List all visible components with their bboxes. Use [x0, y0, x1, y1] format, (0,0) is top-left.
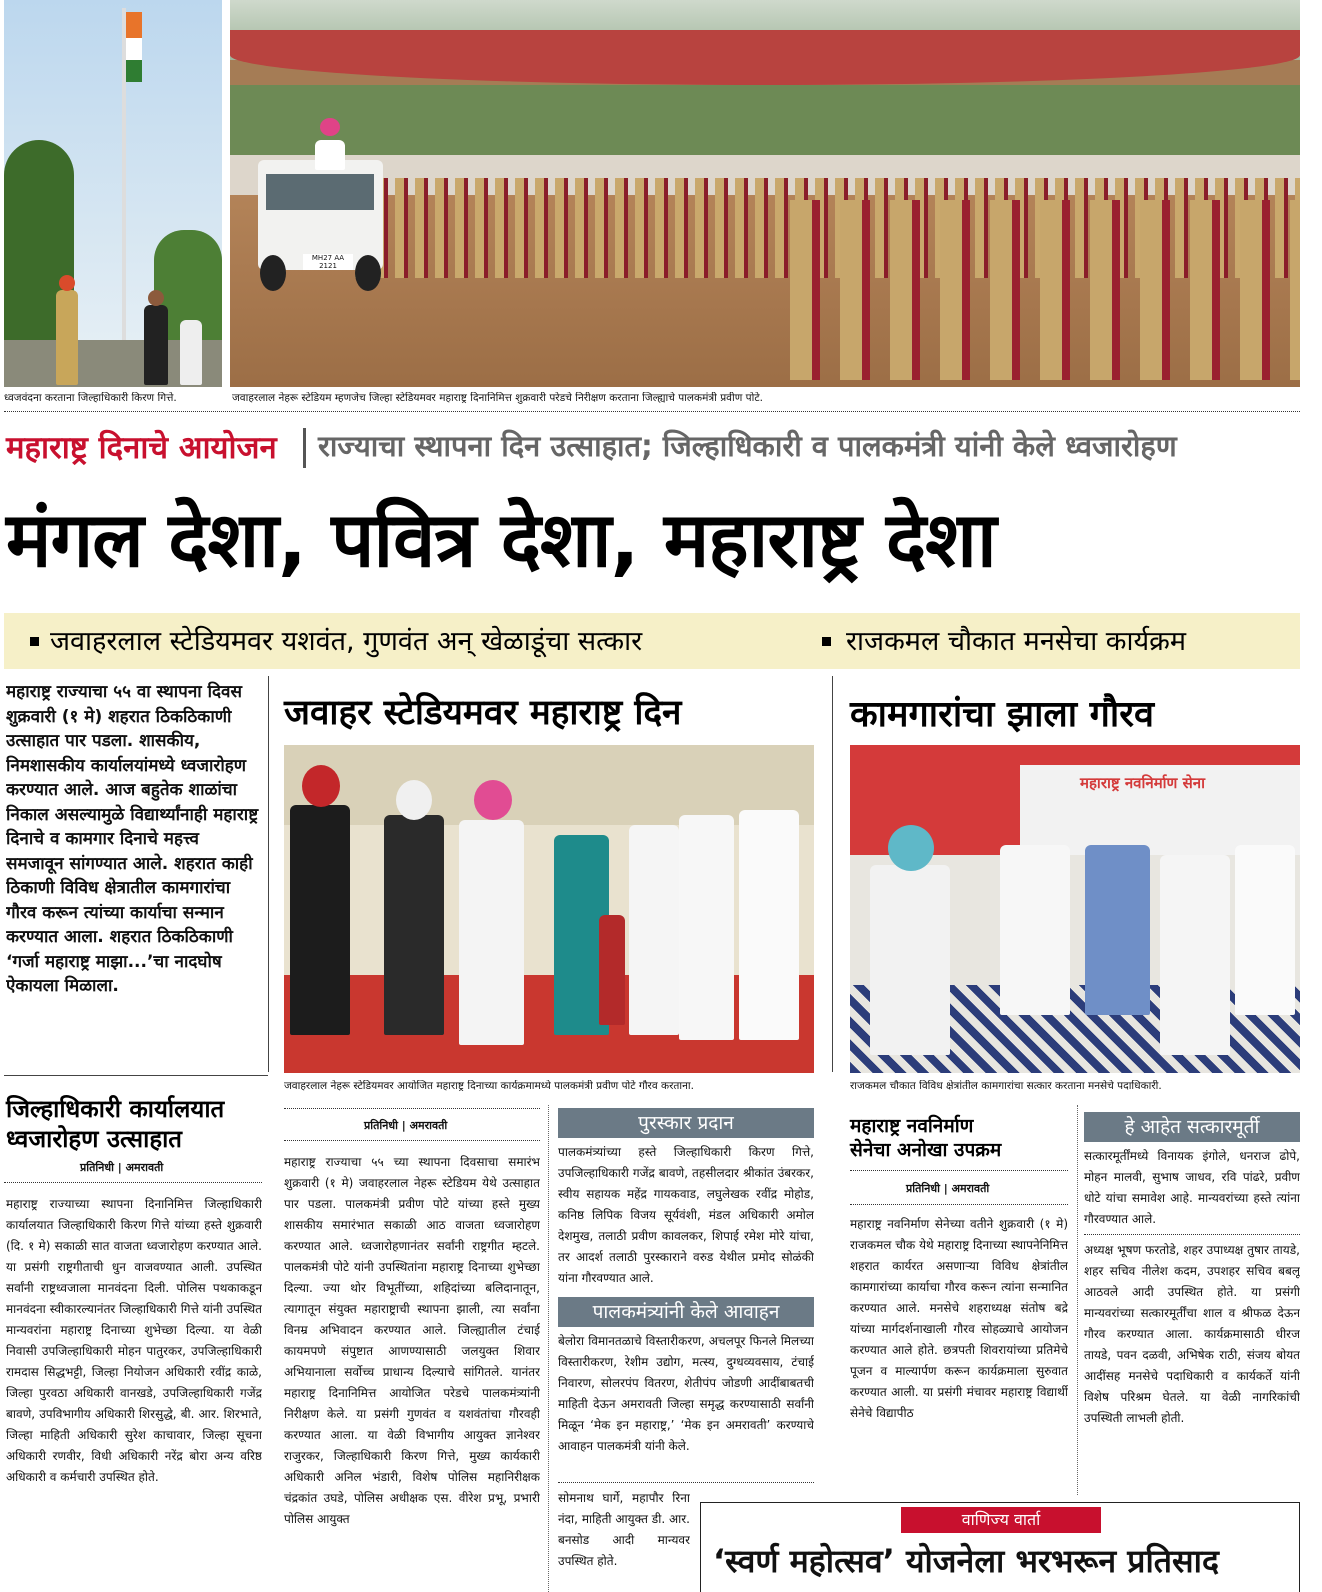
collector-title-line2: ध्वजारोहण उत्साहात [6, 1125, 182, 1153]
honoree-body: सत्कारमूर्तींमध्ये विनायक इंगोले, धनराज ढोपे, मोहन मालवी, सुभाष जाधव, रवि पांढरे, प्रवीण धोटे यांचा समावेश आहे. मान्यवरांच्या हस्ते त्यांना गौरवण्यात आले. [1084, 1149, 1300, 1226]
workers-photo [850, 745, 1300, 1073]
stadium-body: महाराष्ट्र राज्याचा ५५ च्या स्थापना दिवसाचा समारंभ शुक्रवारी (१ मे) जवाहरलाल नेहरू स्टेडियम येथे उत्साहात पार पडला. पालकमंत्री प्रवीण पोटे यांच्या हस्ते मुख्य शासकीय समारंभात सकाळी आठ वाजता ध्वजारोहण करण्यात आले. ध्वजारोहणानंतर सर्वांनी राष्ट्रगीत म्हटले. पालकमंत्री पोटे यांनी उपस्थितांना महाराष्ट्र दिनाच्या शुभेच्छा दिल्या. ज्या थोर विभूतींच्या, शहिदांच्या बलिदानातून, त्यागातून संयुक्त महाराष्ट्राची स्थापना झाली, त्या सर्वांना विनम्र अभिवादन करण्यात आले. जिल्ह्यातील टंचाई कायमपणे संपुष्टात आणण्यासाठी जलयुक्त शिवार अभियानाला सर्वोच्च प्राधान्य दिल्याचे सांगितले. यानंतर महाराष्ट्र दिनानिमित्त आयोजित परेडचे पालकमंत्र्यांनी निरीक्षण केले. या प्रसंगी गुणवंत व यशवंतांचा गौरवही करण्यात आला. या वेळी विभागीय आयुक्त ज्ञानेश्वर राजुरकर, जिल्हाधिकारी किरण गित्ते, मुख्य कार्यकारी अधिकारी अनिल भंडारी, विशेष पोलिस महानिरीक्षक चंद्रकांत उघडे, पोलिस अधीक्षक एस. वीरेश प्रभू, प्रभारी पोलिस आयुक्त [284, 1155, 540, 1526]
kicker-divider [303, 428, 306, 468]
award-section-header: पुरस्कार प्रदान [558, 1108, 814, 1138]
workers-title: कामगारांचा झाला गौरव [850, 694, 1154, 735]
commerce-box [700, 1502, 1300, 1592]
workers-banner-text: महाराष्ट्र नवनिर्माण सेना [1080, 774, 1205, 792]
byline-rule [4, 1182, 262, 1183]
subhead-1: जवाहरलाल स्टेडियमवर यशवंत, गुणवंत अन् खेळाडूंचा सत्कार [50, 626, 643, 657]
stadium-tail: सोमनाथ घार्गे, महापौर रिना नंदा, माहिती आयुक्त डी. आर. बनसोड आदी मान्यवर उपस्थित होते. [558, 1491, 690, 1568]
workers-byline-rule [850, 1204, 1068, 1205]
collector-byline: प्रतिनिधी | अमरावती [80, 1161, 164, 1174]
parade-photo-caption: जवाहरलाल नेहरू स्टेडियम म्हणजेच जिल्हा स्टेडियमवर महाराष्ट्र दिनानिमित्त शुक्रवारी परेडचे निरीक्षण करताना जिल्ह्याचे पालकमंत्री प्रवीण पोटे. [232, 392, 763, 404]
kicker-grey: राज्याचा स्थापना दिन उत्साहात; जिल्हाधिकारी व पालकमंत्री यांनी केले ध्वजारोहण [318, 429, 1177, 463]
bullet-square-icon [30, 637, 39, 646]
stadium-photo [284, 745, 814, 1073]
lower-rule [4, 1075, 268, 1076]
column-rule [548, 1105, 549, 1592]
appeal-section-header: पालकमंत्र्यांनी केले आवाहन [558, 1297, 814, 1327]
stadium-title: जवाहर स्टेडियमवर महाराष्ट्र दिन [284, 693, 682, 733]
stadium-byline-rule-top [284, 1108, 540, 1109]
workers-byline: प्रतिनिधी | अमरावती [906, 1182, 990, 1195]
column-rule [268, 676, 269, 1072]
main-headline: मंगल देशा, पवित्र देशा, महाराष्ट्र देशा [6, 495, 996, 584]
parade-photo [230, 0, 1300, 387]
stadium-photo-caption: जवाहरलाल नेहरू स्टेडियमवर आयोजित महाराष्ट्र दिनाच्या कार्यक्रमामध्ये पालकमंत्री प्रवीण पोटे गौरव करताना. [284, 1080, 694, 1092]
column-rule [1077, 1105, 1078, 1495]
collector-title-line1: जिल्हाधिकारी कार्यालयात [6, 1095, 225, 1123]
column-rule [832, 676, 833, 1072]
bullet-square-icon [822, 637, 831, 646]
stadium-byline: प्रतिनिधी | अमरावती [364, 1119, 448, 1132]
subhead-2: राजकमल चौकात मनसेचा कार्यक्रम [846, 626, 1187, 657]
honoree-rule [1084, 1234, 1300, 1235]
honoree-section-header: हे आहेत सत्कारमूर्ती [1084, 1112, 1300, 1142]
workers-tail: अध्यक्ष भूषण फरतोडे, शहर उपाध्यक्ष तुषार तायडे, शहर सचिव नीलेश कदम, उपशहर सचिव बबलू आठवले आदी उपस्थित होते. या प्रसंगी मान्यवरांच्या सत्कारमूर्तींचा शाल व श्रीफळ देऊन गौरव करण्यात आला. कार्यक्रमासाठी धीरज तायडे, पवन दळवी, अभिषेक राठी, संजय बोयत आदींसह मनसेचे पदाधिकारी व कार्यकर्ते यांनी विशेष परिश्रम घेतले. या वेळी नागरिकांची उपस्थिती लाभली होती. [1084, 1243, 1300, 1425]
commerce-headline: ‘स्वर्ण महोत्सव’ योजनेला भरभरून प्रतिसाद [713, 1542, 1219, 1580]
photo-row-rule [4, 411, 1300, 412]
appeal-rule [558, 1482, 814, 1483]
appeal-body: बेलोरा विमानतळाचे विस्तारीकरण, अचलपूर फिनले मिलच्या विस्तारीकरण, रेशीम उद्योग, मत्स्य, दुग्धव्यवसाय, टंचाई निवारण, सोलरपंप वितरण, शेतीपंप जोडणी आदींबाबतची माहिती देऊन अमरावती जिल्हा समृद्ध करण्यासाठी सर्वांनी मिळून ‘मेक इन महाराष्ट्र,’ ‘मेक इन अमरावती’ करण्याचे आवाहन पालकमंत्री यांनी केले. [558, 1334, 814, 1453]
flag-hoisting-photo [4, 0, 222, 387]
kicker-red: महाराष्ट्र दिनाचे आयोजन [6, 430, 277, 466]
workers-byline-rule-top [850, 1170, 1068, 1171]
workers-photo-caption: राजकमल चौकात विविध क्षेत्रांतील कामगारांचा सत्कार करताना मनसेचे पदाधिकारी. [850, 1080, 1162, 1092]
award-body: पालकमंत्र्यांच्या हस्ते जिल्हाधिकारी किरण गित्ते, उपजिल्हाधिकारी गजेंद्र बावणे, तहसीलदार श्रीकांत उंबरकर, स्वीय सहायक महेंद्र गायकवाड, लघुलेखक रवींद्र मोहोड, कनिष्ठ लिपिक विजय सूर्यवंशी, मंडल अधिकारी अमोल देशमुख, तलाठी प्रवीण कावलकर, शिपाई रमेश मोरे यांचा, तर आदर्श तलाठी पुरस्काराने वरुड येथील प्रमोद सोळंकी यांना गौरवण्यात आले. [558, 1145, 814, 1285]
lead-paragraph: महाराष्ट्र राज्याचा ५५ वा स्थापना दिवस शुक्रवारी (१ मे) शहरात ठिकठिकाणी उत्साहात पार पडला. शासकीय, निमशासकीय कार्यालयांमध्ये ध्वजारोहण करण्यात आले. आज बहुतेक शाळांचा निकाल असल्यामुळे विद्यार्थ्यांनाही महाराष्ट्र दिनाचे व कामगार दिनाचे महत्त्व समजावून सांगण्यात आले. शहरात काही ठिकाणी विविध क्षेत्रातील कामगारांचा गौरव करून त्यांच्या कार्याचा सन्मान करण्यात आला. शहरात ठिकठिकाणी ‘गर्जा महाराष्ट्र माझा...’चा नादघोष ऐकायला मिळाला. [6, 682, 259, 996]
workers-body: महाराष्ट्र नवनिर्माण सेनेच्या वतीने शुक्रवारी (१ मे) राजकमल चौक येथे महाराष्ट्र दिनाच्या स्थापनेनिमित्त शहरात कार्यरत असणाऱ्या विविध क्षेत्रांतील कामगारांच्या कार्याचा गौरव करून त्यांना सन्मानित करण्यात आले. मनसेचे शहराध्यक्ष संतोष बद्रे यांच्या मार्गदर्शनाखाली गौरव सोहळ्याचे आयोजन करण्यात आले होते. छत्रपती शिवरायांच्या प्रतिमेचे पूजन व माल्यार्पण करून कार्यक्रमाला सुरुवात करण्यात आली. या प्रसंगी मंचावर महाराष्ट्र विद्यार्थी सेनेचे विद्यापीठ [850, 1217, 1068, 1420]
workers-sub-line2: सेनेचा अनोखा उपक्रम [850, 1139, 1002, 1161]
flag-photo-caption: ध्वजवंदना करताना जिल्हाधिकारी किरण गित्ते. [4, 392, 177, 404]
workers-sub-line1: महाराष्ट्र नवनिर्माण [850, 1115, 974, 1137]
vehicle-plate: MH27 AA 2121 [303, 254, 353, 270]
commerce-label: वाणिज्य वार्ता [901, 1507, 1101, 1533]
subhead-bar [4, 613, 1300, 669]
collector-body: महाराष्ट्र राज्याच्या स्थापना दिनानिमित्त जिल्हाधिकारी कार्यालयात जिल्हाधिकारी किरण गित्ते यांच्या हस्ते शुक्रवारी (दि. १ मे) सकाळी सात वाजता ध्वजारोहण करण्यात आले. या प्रसंगी राष्ट्रगीताची धुन वाजवण्यात आली. उपस्थित सर्वांनी राष्ट्रध्वजाला मानवंदना दिली. पोलिस पथकाकडून मानवंदना स्वीकारल्यानंतर जिल्हाधिकारी गित्ते यांनी उपस्थित मान्यवरांना महाराष्ट्र दिनाच्या शुभेच्छा दिल्या. या वेळी निवासी उपजिल्हाधिकारी मोहन पातुरकर, उपजिल्हाधिकारी रामदास सिद्धभट्टी, जिल्हा नियोजन अधिकारी रवींद्र काळे, जिल्हा पुरवठा अधिकारी वानखडे, उपजिल्हाधिकारी गजेंद्र बावणे, उपविभागीय अधिकारी शिरसुद्धे, बी. आर. शिरभाते, जिल्हा माहिती अधिकारी सुरेश काचावार, जिल्हा सूचना अधिकारी रणवीर, विधी अधिकारी नरेंद्र बोरा अन्य वरिष्ठ अधिकारी व कर्मचारी उपस्थित होते. [6, 1197, 262, 1484]
stadium-byline-rule [284, 1140, 540, 1141]
